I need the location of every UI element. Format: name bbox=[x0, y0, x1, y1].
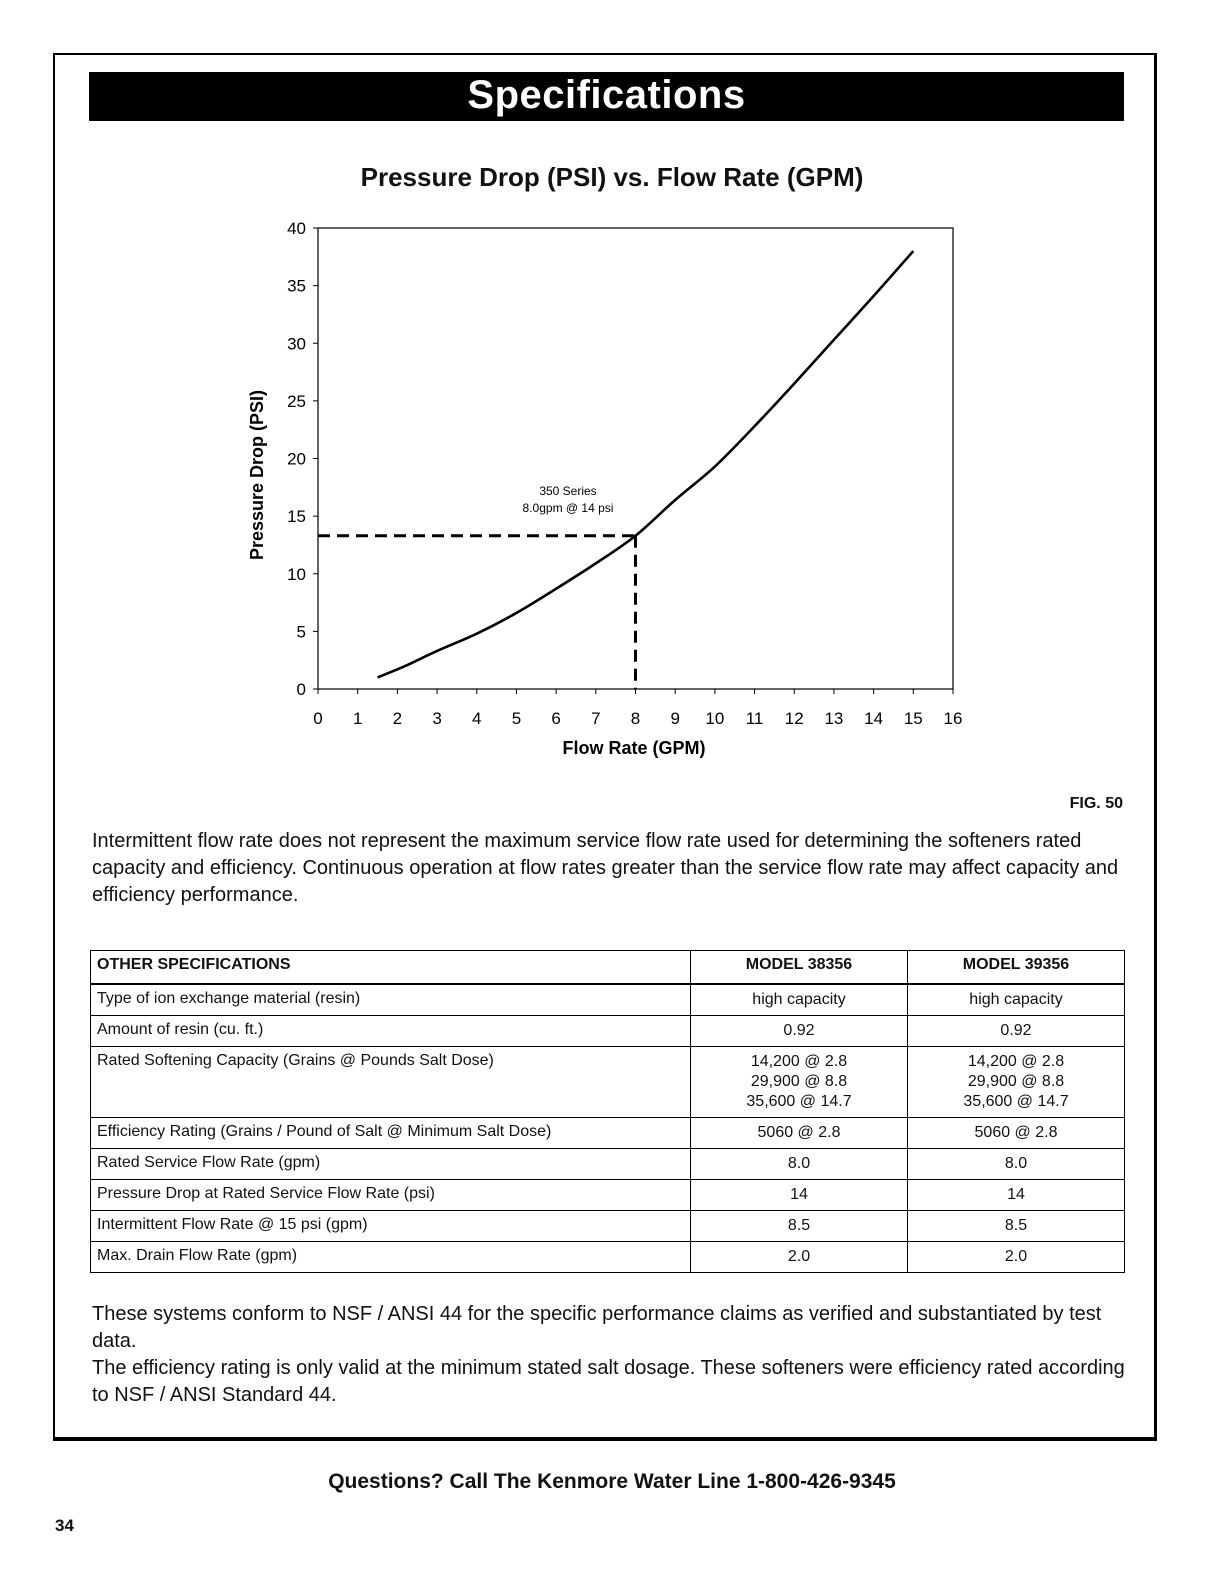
section-banner: Specifications bbox=[89, 72, 1124, 121]
spec-value-line: 0.92 bbox=[783, 1022, 815, 1039]
value-model-39356 bbox=[908, 1242, 1125, 1273]
x-tick-label: 9 bbox=[670, 709, 680, 728]
x-tick-label: 6 bbox=[551, 709, 561, 728]
x-tick-label: 4 bbox=[472, 709, 482, 728]
spec-value-line: 29,900 @ 8.8 bbox=[967, 1073, 1065, 1090]
spec-value-line: 8.0 bbox=[1004, 1155, 1028, 1172]
table-row bbox=[91, 1047, 1125, 1118]
annotation-label-series: 350 Series bbox=[539, 484, 597, 498]
spec-value-line: 29,900 @ 8.8 bbox=[750, 1073, 848, 1090]
intermittent-flow-note: Intermittent flow rate does not represent the maximum service flow rate used for determining the softeners rated capacity and efficiency. Continuous operation at flow rates greater than the service flow rate may affect capacity and efficiency performance. bbox=[92, 830, 1119, 906]
x-tick-label: 3 bbox=[432, 709, 442, 728]
header-other-specifications: OTHER SPECIFICATIONS bbox=[91, 951, 691, 985]
spec-label: Pressure Drop at Rated Service Flow Rate (psi) bbox=[91, 1180, 691, 1211]
y-tick-label: 5 bbox=[296, 622, 306, 642]
table-row bbox=[91, 1242, 1125, 1273]
x-tick-label: 8 bbox=[630, 709, 641, 728]
value-model-38356 bbox=[691, 1180, 908, 1211]
spec-label: Rated Softening Capacity (Grains @ Pounds Salt Dose) bbox=[91, 1047, 691, 1118]
y-axis bbox=[287, 219, 318, 699]
value-model-38356 bbox=[691, 984, 908, 1016]
y-tick-label: 20 bbox=[287, 449, 306, 469]
x-tick-label: 11 bbox=[745, 709, 764, 728]
x-tick-label: 15 bbox=[903, 709, 923, 728]
value-model-38356 bbox=[691, 1242, 908, 1273]
value-model-39356 bbox=[908, 1047, 1125, 1118]
other-specifications-table bbox=[90, 950, 1125, 1273]
page-number: 34 bbox=[55, 1516, 74, 1535]
nsf-conformance-note: These systems conform to NSF / ANSI 44 for the specific performance claims as verified and substantiated by test data. bbox=[92, 1303, 1102, 1352]
spec-value-line: high capacity bbox=[752, 991, 846, 1008]
spec-value-line: 14,200 @ 2.8 bbox=[750, 1053, 848, 1070]
y-tick-label: 10 bbox=[287, 564, 306, 584]
spec-value-line: 14,200 @ 2.8 bbox=[967, 1053, 1065, 1070]
value-model-38356 bbox=[691, 1118, 908, 1149]
x-tick-label: 14 bbox=[864, 709, 884, 728]
table-row bbox=[91, 1149, 1125, 1180]
y-tick-label: 40 bbox=[287, 219, 306, 238]
x-tick-label: 2 bbox=[392, 709, 403, 728]
y-axis-label: Pressure Drop (PSI) bbox=[247, 389, 267, 561]
annotation-label-value: 8.0gpm @ 14 psi bbox=[522, 501, 614, 515]
x-tick-label: 5 bbox=[511, 709, 522, 728]
value-model-39356 bbox=[908, 1211, 1125, 1242]
nsf-notes bbox=[92, 1301, 1127, 1409]
x-tick-label: 16 bbox=[943, 709, 963, 728]
y-tick-label: 15 bbox=[287, 507, 306, 527]
value-model-38356 bbox=[691, 1016, 908, 1047]
efficiency-rating-note: The efficiency rating is only valid at the minimum stated salt dosage. These softeners were efficiency rated according to NSF / ANSI Standard 44. bbox=[92, 1357, 1125, 1406]
table-row bbox=[91, 984, 1125, 1016]
spec-value-line: 35,600 @ 14.7 bbox=[963, 1093, 1069, 1110]
chart-title: Pressure Drop (PSI) vs. Flow Rate (GPM) bbox=[360, 162, 864, 192]
value-model-39356 bbox=[908, 1149, 1125, 1180]
table-row bbox=[91, 1016, 1125, 1047]
spec-label: Type of ion exchange material (resin) bbox=[91, 984, 691, 1016]
table-row bbox=[91, 1180, 1125, 1211]
y-tick-label: 0 bbox=[296, 680, 306, 699]
spec-label: Intermittent Flow Rate @ 15 psi (gpm) bbox=[91, 1211, 691, 1242]
x-tick-label: 13 bbox=[824, 709, 844, 728]
x-tick-label: 0 bbox=[313, 709, 323, 728]
spec-value-line: 0.92 bbox=[1000, 1022, 1032, 1039]
value-model-39356 bbox=[908, 1118, 1125, 1149]
y-tick-label: 25 bbox=[287, 391, 306, 411]
table-header-row bbox=[91, 951, 1125, 985]
annotation-guide-lines bbox=[318, 536, 636, 689]
series-line-350 bbox=[378, 251, 914, 677]
y-tick-label: 35 bbox=[287, 276, 306, 296]
value-model-39356 bbox=[908, 1180, 1125, 1211]
spec-label: Rated Service Flow Rate (gpm) bbox=[91, 1149, 691, 1180]
spec-value-line: 2.0 bbox=[787, 1248, 811, 1265]
x-tick-label: 10 bbox=[705, 709, 725, 728]
spec-value-line: 5060 @ 2.8 bbox=[757, 1124, 841, 1141]
value-model-39356 bbox=[908, 1016, 1125, 1047]
spec-value-line: 5060 @ 2.8 bbox=[974, 1124, 1058, 1141]
spec-label: Efficiency Rating (Grains / Pound of Salt @ Minimum Salt Dose) bbox=[91, 1118, 691, 1149]
value-model-38356 bbox=[691, 1211, 908, 1242]
value-model-38356 bbox=[691, 1149, 908, 1180]
spec-label: Amount of resin (cu. ft.) bbox=[91, 1016, 691, 1047]
value-model-39356 bbox=[908, 984, 1125, 1016]
figure-label: FIG. 50 bbox=[1069, 795, 1123, 812]
x-tick-label: 7 bbox=[591, 709, 601, 728]
spec-value-line: 8.5 bbox=[787, 1217, 811, 1234]
spec-value-line: 14 bbox=[790, 1186, 808, 1203]
x-axis-label: Flow Rate (GPM) bbox=[562, 738, 706, 758]
x-tick-label: 1 bbox=[352, 709, 363, 728]
spec-value-line: high capacity bbox=[969, 991, 1063, 1008]
table-row bbox=[91, 1211, 1125, 1242]
value-model-38356 bbox=[691, 1047, 908, 1118]
spec-label: Max. Drain Flow Rate (gpm) bbox=[91, 1242, 691, 1273]
spec-value-line: 35,600 @ 14.7 bbox=[746, 1093, 852, 1110]
table-row bbox=[91, 1118, 1125, 1149]
pressure-drop-chart bbox=[230, 210, 970, 770]
x-axis bbox=[313, 689, 962, 728]
spec-value-line: 8.0 bbox=[787, 1155, 811, 1172]
header-model-38356: MODEL 38356 bbox=[691, 951, 908, 985]
header-model-39356: MODEL 39356 bbox=[908, 951, 1125, 985]
spec-value-line: 2.0 bbox=[1004, 1248, 1028, 1265]
x-tick-label: 12 bbox=[784, 709, 804, 728]
spec-value-line: 14 bbox=[1007, 1186, 1025, 1203]
y-tick-label: 30 bbox=[287, 334, 306, 354]
spec-value-line: 8.5 bbox=[1004, 1217, 1028, 1234]
footer-hotline: Questions? Call The Kenmore Water Line 1-800-426-9345 bbox=[328, 1470, 896, 1493]
